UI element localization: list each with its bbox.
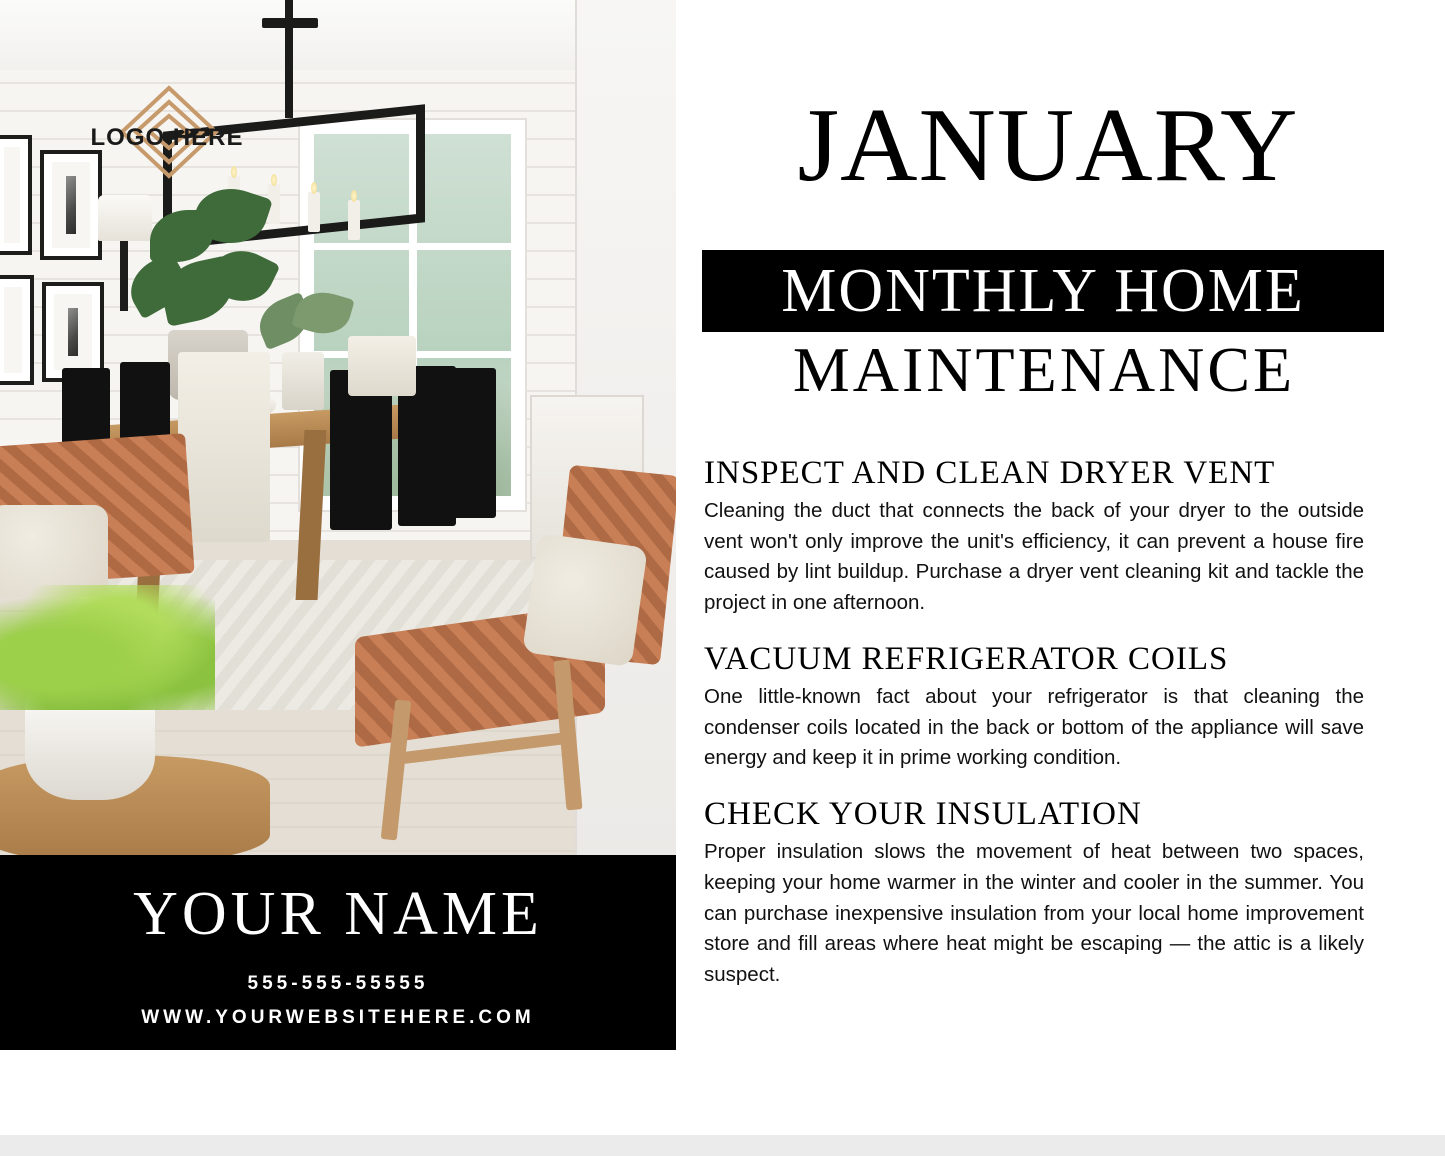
chandelier-plate: [262, 18, 318, 28]
chandelier-candle: [308, 192, 320, 232]
tip-body: Proper insulation slows the movement of heat between two spaces, keeping your home warmer in the winter and cooler in the summer. You can purchase inexpensive insulation from your local home improvement store and fill areas where heat might be escaping — the attic is a likely suspect.: [704, 840, 1364, 987]
logo[interactable]: [72, 82, 262, 182]
agent-website[interactable]: WWW.YOURWEBSITEHERE.COM: [141, 1007, 535, 1028]
wall-frame: [0, 135, 32, 255]
agent-phone[interactable]: 555-555-55555: [247, 973, 429, 994]
title-banner: MONTHLY HOME: [702, 250, 1384, 332]
wall-frame: [42, 282, 104, 382]
dining-chair: [452, 368, 496, 518]
title-subtitle: MAINTENANCE: [792, 334, 1296, 405]
dining-chair-upholstered: [348, 336, 416, 396]
content-panel: [676, 0, 1445, 1135]
tip-item: [704, 641, 1364, 774]
tip-body: One little-known fact about your refrigerator is that cleaning the condenser coils located in the back or bottom of the appliance will save energy and keep it in prime working condition.: [704, 684, 1364, 770]
green-plant: [0, 585, 215, 710]
hero-photo: [0, 0, 676, 1050]
wall-frame: [0, 275, 34, 385]
logo-text: LOGO HERE: [90, 124, 244, 151]
table-vase: [282, 352, 324, 410]
tip-heading: VACUUM REFRIGERATOR COILS: [704, 640, 1229, 677]
tips-list: [704, 455, 1364, 1013]
agent-contact-bar: [0, 855, 676, 1050]
throw-pillow: [522, 533, 648, 667]
left-bottom-margin: [0, 1050, 676, 1135]
dining-chair-upholstered: [178, 352, 270, 542]
bottom-strip: [0, 1135, 1445, 1156]
tip-item: [704, 455, 1364, 619]
tip-heading: INSPECT AND CLEAN DRYER VENT: [704, 455, 1276, 491]
wall-sconce: [98, 195, 152, 241]
tip-item: [704, 796, 1364, 991]
tip-body: Cleaning the duct that connects the back of your dryer to the outside vent won't only improve the unit's efficiency, it can prevent a house fire caused by lint buildup. Purchase a dryer vent cleaning kit and tackle the project in one afternoon.: [704, 498, 1364, 615]
agent-name: YOUR NAME: [133, 880, 543, 948]
chandelier-candle: [348, 200, 360, 240]
title-month: JANUARY: [797, 86, 1299, 203]
sconce-arm: [120, 241, 128, 311]
throw-pillow: [0, 505, 108, 597]
tip-heading: CHECK YOUR INSULATION: [704, 796, 1142, 833]
